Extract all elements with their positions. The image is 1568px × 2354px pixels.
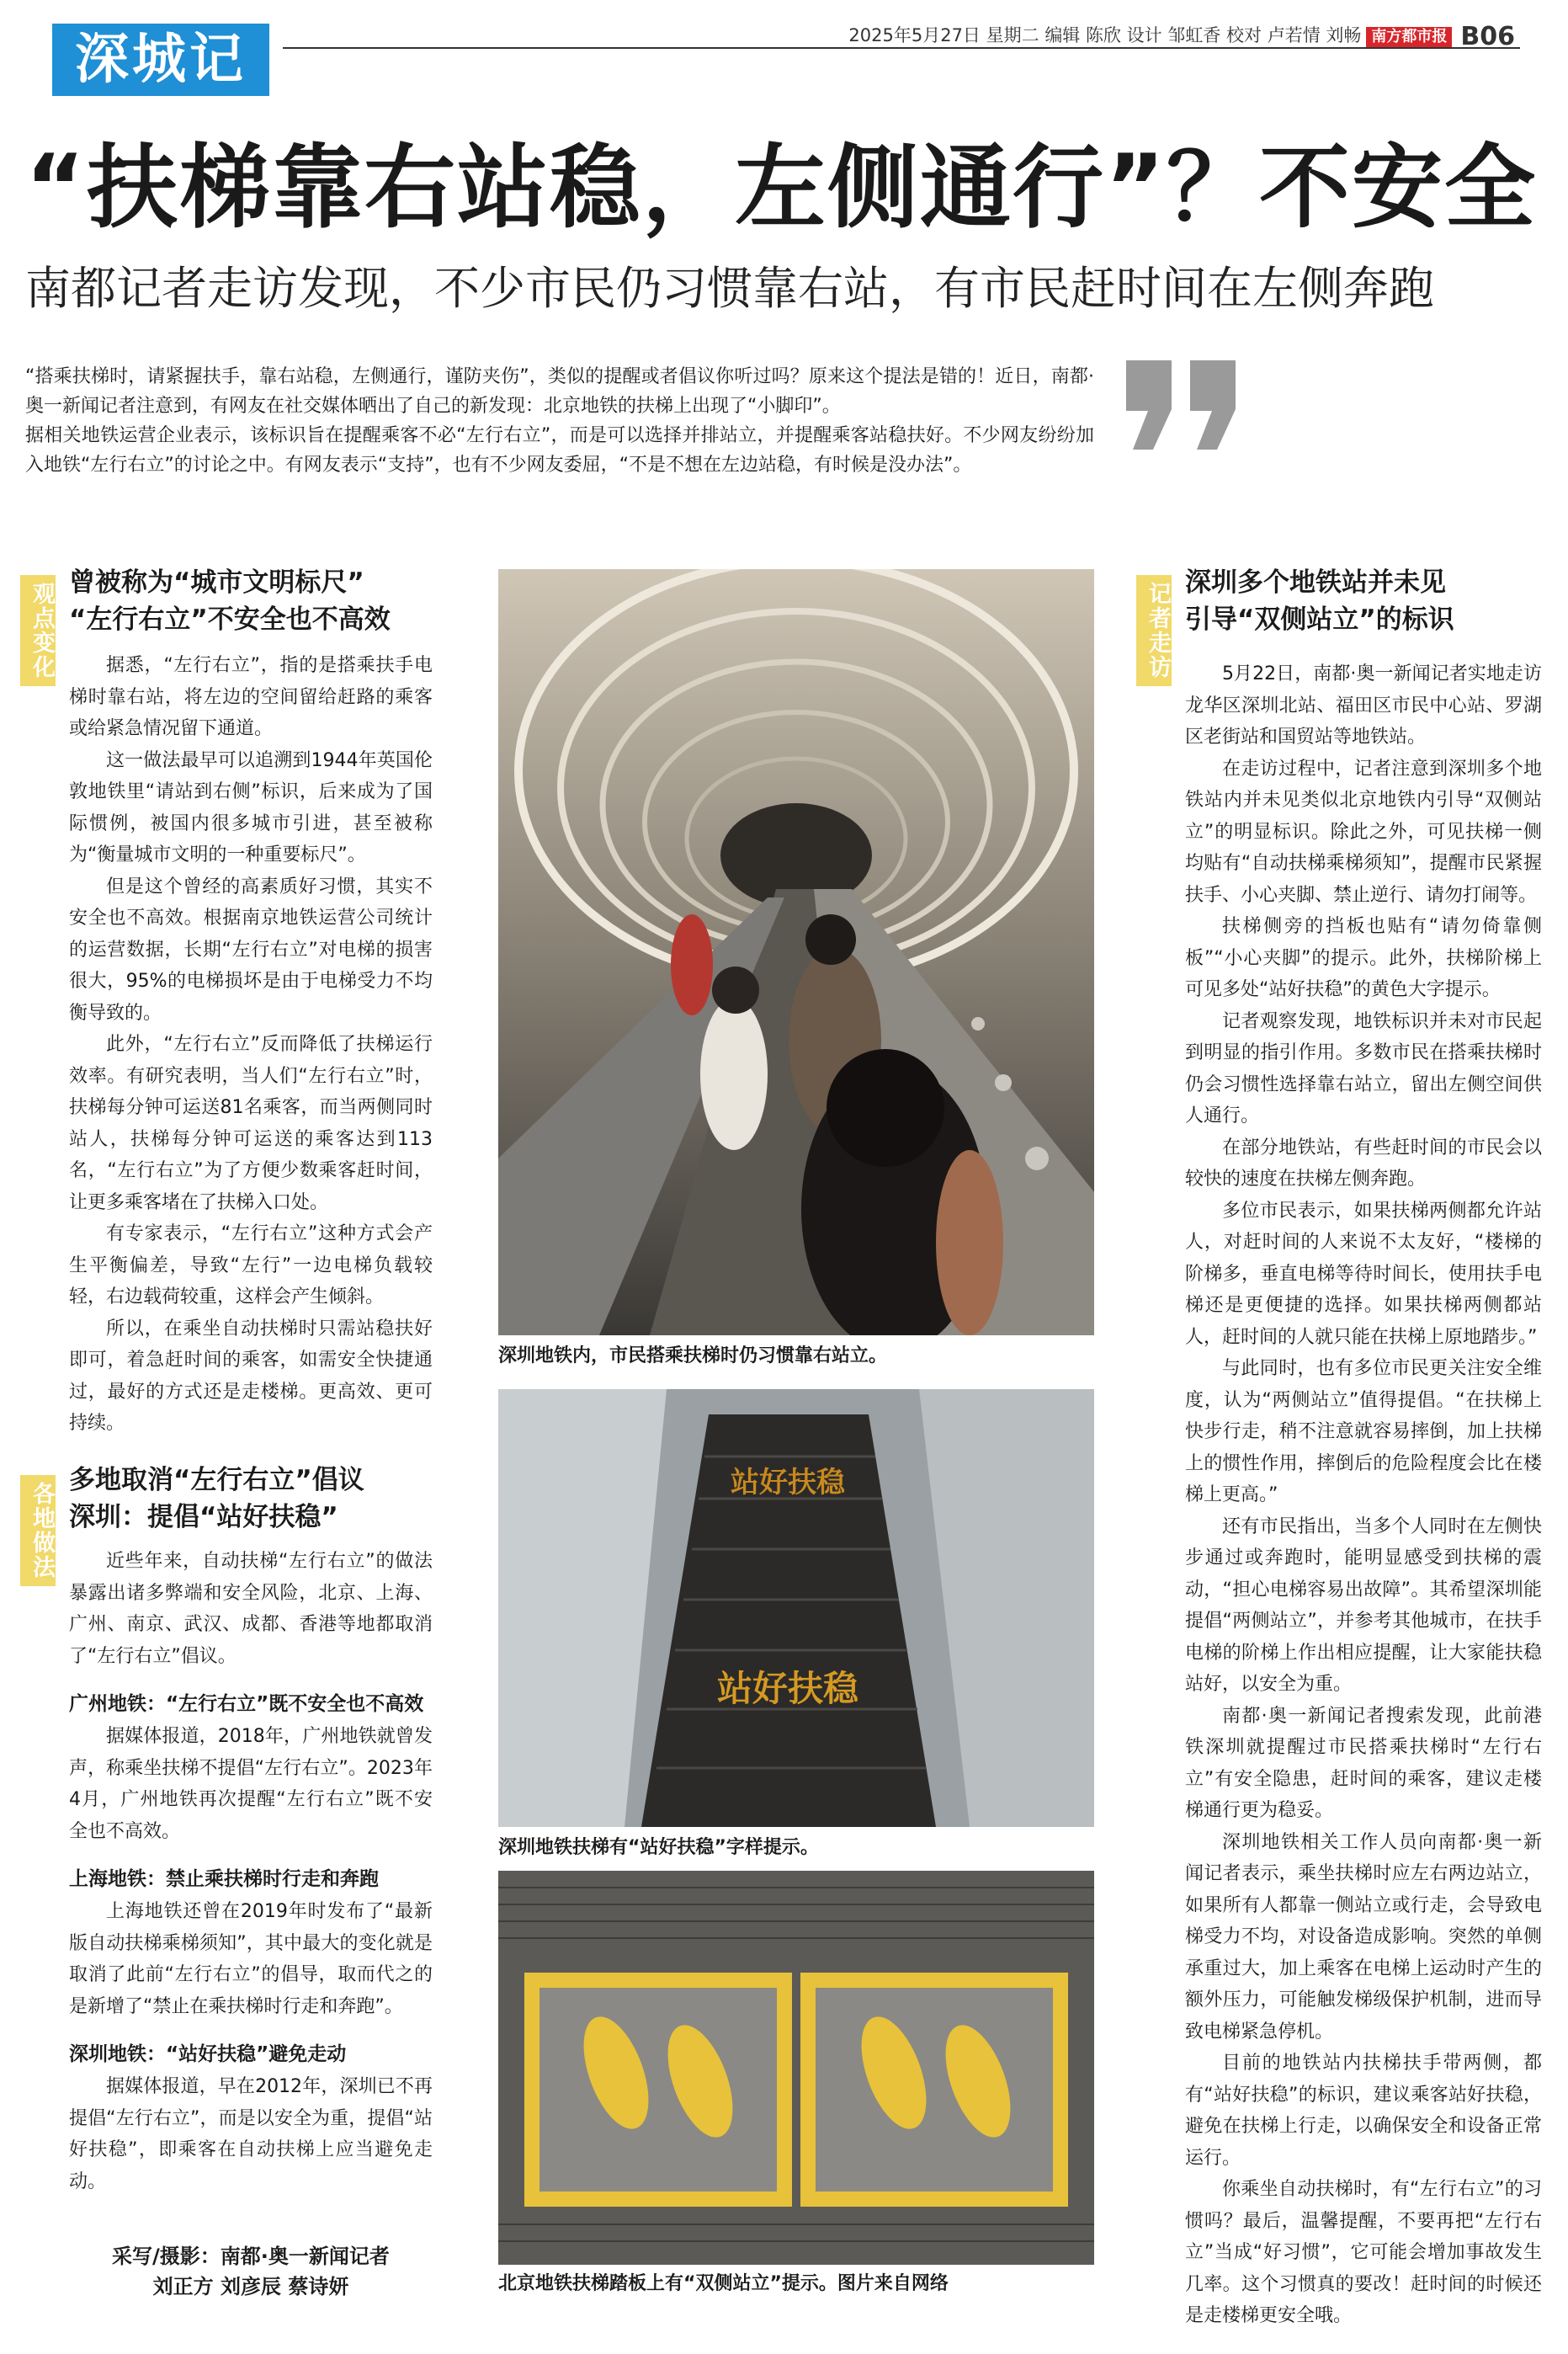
lead-paragraph — [25, 362, 1094, 480]
credits: 编辑 陈欣 设计 邹虹香 校对 卢若情 刘畅 — [1044, 25, 1362, 45]
section-title-views — [69, 564, 473, 638]
subsection-heading-guangzhou: 广州地铁：“左行右立”既不安全也不高效 — [69, 1693, 424, 1715]
body-para: 在部分地铁站，有些赶时间的市民会以较快的速度在扶梯左侧奔跑。 — [1185, 1137, 1542, 1190]
photo-footprints — [498, 1871, 1094, 2265]
photo-escalator-steps — [498, 1389, 1094, 1827]
body-para: 扶梯侧旁的挡板也贴有“请勿倚靠侧板”“小心夹脚”的提示。此外，扶梯阶梯上可见多处“站好扶稳”的黄色大字提示。 — [1185, 916, 1542, 1000]
byline — [69, 2241, 433, 2302]
subsection-heading-shenzhen: 深圳地铁：“站好扶稳”避免走动 — [69, 2043, 347, 2065]
body-para: 据媒体报道，早在2012年，深圳已不再提倡“左行右立”，而是以安全为重，提倡“站好扶稳”，即乘客在自动扶梯上应当避免走动。 — [69, 2076, 433, 2192]
lead-para: “搭乘扶梯时，请紧握扶手，靠右站稳，左侧通行，谨防夹伤”，类似的提醒或者倡议你听过吗？原来这个提法是错的！近日，南都·奥一新闻记者注意到，有网友在社交媒体晒出了自己的新发现：北京地铁的扶梯上出现了“小脚印”。 — [25, 366, 1094, 417]
column-views — [69, 650, 433, 1440]
subhead: 南都记者走访发现，不少市民仍习惯靠右站，有市民赶时间在左侧奔跑 — [25, 262, 1434, 315]
body-para: 记者观察发现，地铁标识并未对市民起到明显的指引作用。多数市民在搭乘扶梯时仍会习惯性选择靠右站立，留出左侧空间供人通行。 — [1185, 1010, 1542, 1126]
title-line: 深圳多个地铁站并未见 — [1185, 567, 1446, 598]
body-para: 上海地铁还曾在2019年时发布了“最新版自动扶梯乘梯须知”，其中最大的变化就是取消了此前“左行右立”的倡导，取而代之的是新增了“禁止在乘扶梯时行走和奔跑”。 — [69, 1901, 433, 2017]
paper-logo: 南方都市报 — [1366, 27, 1452, 47]
section-tag-visit: 记者走访 — [1136, 575, 1172, 686]
header-rule — [283, 47, 1520, 49]
lead-para: 据相关地铁运营企业表示，该标识旨在提醒乘客不必“左行右立”，而是可以选择并排站立，并提醒乘客站稳扶好。不少网友纷纷加入地铁“左行右立”的讨论之中。有网友表示“支持”，也有不少网友委屈，“不是不想在左边站稳，有时候是没办法”。 — [25, 425, 1094, 476]
body-para: 但是这个曾经的高素质好习惯，其实不安全也不高效。根据南京地铁运营公司统计的运营数据，长期“左行右立”对电梯的损害很大，95%的电梯损坏是由于电梯受力不均衡导致的。 — [69, 876, 433, 1024]
step-text-lower: 站好扶稳 — [716, 1668, 859, 1709]
body-para: 据悉，“左行右立”，指的是搭乘扶手电梯时靠右站，将左边的空间留给赶路的乘客或给紧急情况留下通道。 — [69, 655, 433, 739]
masthead: 深城记 — [52, 24, 269, 96]
section-title-visit — [1185, 564, 1547, 638]
header-meta — [842, 22, 1515, 51]
body-para: 目前的地铁站内扶梯扶手带两侧，都有“站好扶稳”的标识，建议乘客站好扶稳，避免在扶梯上行走，以确保安全和设备正常运行。 — [1185, 2053, 1542, 2169]
byline-line: 刘正方 刘彦辰 蔡诗妍 — [152, 2275, 349, 2298]
body-para: 这一做法最早可以追溯到1944年英国伦敦地铁里“请站到右侧”标识，后来成为了国际惯例，被国内很多城市引进，甚至被称为“衡量城市文明的一种重要标尺”。 — [69, 749, 433, 865]
title-line: 引导“双侧站立”的标识 — [1185, 604, 1454, 635]
section-tag-views: 观点变化 — [20, 575, 56, 686]
issue-weekday: 星期二 — [986, 25, 1039, 45]
body-para: 5月22日，南都·奥一新闻记者实地走访龙华区深圳北站、福田区市民中心站、罗湖区老街站和国贸站等地铁站。 — [1185, 663, 1542, 748]
title-line: “左行右立”不安全也不高效 — [69, 604, 391, 635]
body-para: 近些年来，自动扶梯“左行右立”的做法暴露出诸多弊端和安全风险，北京、上海、广州、南京、武汉、成都、香港等地都取消了“左行右立”倡议。 — [69, 1551, 433, 1667]
column-practices — [69, 1546, 433, 2197]
headline: “扶梯靠右站稳，左侧通行”？不安全 — [25, 136, 1537, 241]
section-title-practices — [69, 1462, 473, 1536]
photo-escalator-crowd — [498, 569, 1094, 1335]
photo-caption-3: 北京地铁扶梯踏板上有“双侧站立”提示。图片来自网络 — [498, 2273, 949, 2294]
step-text-upper: 站好扶稳 — [731, 1466, 845, 1499]
subsection-heading-shanghai: 上海地铁：禁止乘扶梯时行走和奔跑 — [69, 1868, 379, 1890]
body-para: 多位市民表示，如果扶梯两侧都允许站人，对赶时间的人来说不太友好，“楼梯的阶梯多，垂直电梯等待时间长，使用扶手电梯还是更便捷的选择。如果扶梯两侧都站人，赶时间的人就只能在扶梯上原地踏步。” — [1185, 1200, 1542, 1348]
body-para: 还有市民指出，当多个人同时在左侧快步通过或奔跑时，能明显感受到扶梯的震动，“担心电梯容易出故障”。其希望深圳能提倡“两侧站立”，并参考其他城市，在扶手电梯的阶梯上作出相应提醒，让大家能扶稳站好，以安全为重。 — [1185, 1515, 1542, 1695]
body-para: 你乘坐自动扶梯时，有“左行右立”的习惯吗？最后，温馨提醒，不要再把“左行右立”当成“好习惯”，它可能会增加事故发生几率。这个习惯真的要改！赶时间的时候还是走楼梯更安全哦。 — [1185, 2179, 1542, 2326]
photo-caption-2: 深圳地铁扶梯有“站好扶稳”字样提示。 — [498, 1837, 819, 1858]
issue-date: 2025年5月27日 — [848, 25, 981, 45]
body-para: 在走访过程中，记者注意到深圳多个地铁站内并未见类似北京地铁内引导“双侧站立”的明显标识。除此之外，可见扶梯一侧均贴有“自动扶梯乘梯须知”，提醒市民紧握扶手、小心夹脚、禁止逆行、请勿打闹等。 — [1185, 758, 1542, 906]
body-para: 据媒体报道，2018年，广州地铁就曾发声，称乘坐扶梯不提倡“左行右立”。2023年4月，广州地铁再次提醒“左行右立”既不安全也不高效。 — [69, 1726, 433, 1842]
body-para: 南都·奥一新闻记者搜索发现，此前港铁深圳就提醒过市民搭乘扶梯时“左行右立”有安全隐患，赶时间的乘客，建议走楼梯通行更为稳妥。 — [1185, 1705, 1542, 1821]
page-number: B06 — [1460, 22, 1515, 51]
title-line: 深圳：提倡“站好扶稳” — [69, 1502, 338, 1532]
body-para: 深圳地铁相关工作人员向南都·奥一新闻记者表示，乘坐扶梯时应左右两边站立，如果所有人都靠一侧站立或行走，会导致电梯受力不均，对设备造成影响。突然的单侧承重过大，加上乘客在电梯上运动时产生的额外压力，可能触发梯级保护机制，进而导致电梯紧急停机。 — [1185, 1831, 1542, 2042]
quote-mark-icon — [1119, 354, 1246, 455]
section-tag-practices: 各地做法 — [20, 1475, 56, 1586]
body-para: 所以，在乘坐自动扶梯时只需站稳扶好即可，着急赶时间的乘客，如需安全快捷通过，最好的方式还是走楼梯。更高效、更可持续。 — [69, 1318, 433, 1434]
title-line: 多地取消“左行右立”倡议 — [69, 1465, 364, 1495]
body-para: 有专家表示，“左行右立”这种方式会产生平衡偏差，导致“左行”一边电梯负载较轻，右边载荷较重，这样会产生倾斜。 — [69, 1223, 433, 1307]
body-para: 此外，“左行右立”反而降低了扶梯运行效率。有研究表明，当人们“左行右立”时，扶梯每分钟可运送81名乘客，而当两侧同时站人，扶梯每分钟可运送的乘客达到113名，“左行右立”为了方便少数乘客赶时间，让更多乘客堵在了扶梯入口处。 — [69, 1034, 433, 1213]
photo-caption-1: 深圳地铁内，市民搭乘扶梯时仍习惯靠右站立。 — [498, 1345, 888, 1366]
title-line: 曾被称为“城市文明标尺” — [69, 567, 364, 598]
column-visit — [1185, 658, 1542, 2332]
byline-line: 采写/摄影：南都·奥一新闻记者 — [112, 2245, 390, 2268]
body-para: 与此同时，也有多位市民更关注安全维度，认为“两侧站立”值得提倡。“在扶梯上快步行走，稍不注意就容易摔倒，加上扶梯上的惯性作用，摔倒后的危险程度会比在楼梯上更高。” — [1185, 1358, 1542, 1505]
